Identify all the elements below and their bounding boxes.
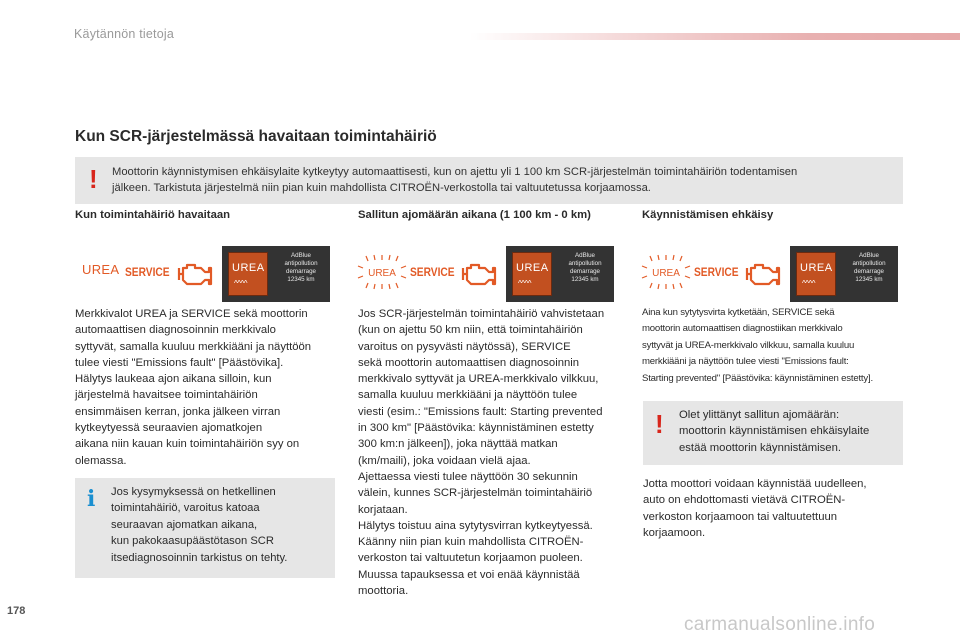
page-number: 178 (7, 605, 26, 617)
engine-check-icon (176, 260, 216, 288)
display-urea-indicator: UREA ^^^^ (512, 252, 552, 296)
display-panel (790, 246, 898, 302)
col1-heading: Kun toimintahäiriö havaitaan (75, 209, 231, 221)
section-title: Kun SCR-järjestelmässä havaitaan toimintahäiriö (75, 128, 437, 145)
urea-flashing-icon (640, 254, 692, 290)
info-box (75, 478, 335, 578)
col3-body-condensed: Aina kun sytytysvirta kytketään, SERVICE sekä moottorin automaattisen diagnostiikan merkkivalo syttyvät ja UREA-merkkivalo vilkkuu, samalla kuuluu merkkiääni ja näyttöön tulee viesti "Emissions fault: Starting prevented" [Päästövika: käynnistäminen estetty]. (642, 307, 873, 384)
col3-heading: Käynnistämisen ehkäisy (642, 209, 774, 221)
service-lamp-icon: SERVICE (125, 265, 170, 279)
warning-text: Moottorin käynnistymisen ehkäisylaite kytkeytyy automaattisesti, kun on ajettu yli 1 100 km SCR-järjestelmän toimintahäiriön todentamisen jälkeen. Tarkistuta järjestelmä niin pian kuin mahdollista CITROËN-verkostolla tai valtuutetussa korjaamossa. (112, 166, 798, 194)
info-text: Jos kysymyksessä on hetkellinen toimintahäiriö, varoitus katoaa seuraavan ajomatkan aikana, kun pakokaasupäästötason SCR itsediagnosoinnin tarkistus on tehty. (111, 486, 288, 564)
header-decor-bar (470, 33, 960, 40)
svg-text:UREA: UREA (652, 268, 680, 279)
info-icon: i (87, 486, 96, 512)
service-lamp-icon: SERVICE (410, 265, 455, 279)
service-lamp-icon: SERVICE (694, 265, 739, 279)
wave-icon: ^^^^ (518, 279, 532, 288)
display-urea-indicator: UREA ^^^^ (796, 252, 836, 296)
display-panel (222, 246, 330, 302)
urea-flashing-icon (356, 254, 408, 290)
warning-box-side (643, 401, 903, 465)
warning-exclamation-icon: ! (655, 409, 664, 439)
warning-text: Olet ylittänyt sallitun ajomäärän: moottorin käynnistämisen ehkäisylaite estää moottorin käynnistämisen. (679, 409, 870, 454)
wave-icon: ^^^^ (802, 279, 816, 288)
chapter-title: Käytännön tietoja (74, 27, 175, 41)
col2-heading: Sallitun ajomäärän aikana (1 100 km - 0 km) (358, 209, 591, 221)
col3-body: Jotta moottori voidaan käynnistää uudelleen, auto on ehdottomasti vietävä CITROËN- verkoston korjaamoon tai valtuutettuun korjaamoon. (643, 478, 867, 539)
wave-icon: ^^^^ (234, 279, 248, 288)
display-message: AdBlue antipollution demarrage 12345 km (568, 252, 602, 283)
warning-exclamation-icon: ! (89, 164, 98, 194)
engine-check-icon (460, 260, 500, 288)
watermark: carmanualsonline.info (684, 614, 876, 635)
display-message: AdBlue antipollution demarrage 12345 km (852, 252, 886, 283)
display-message: AdBlue antipollution demarrage 12345 km (284, 252, 318, 283)
svg-text:UREA: UREA (368, 268, 396, 279)
col2-body: Jos SCR-järjestelmän toimintahäiriö vahvistetaan (kun on ajettu 50 km niin, että toimintahäiriön varoitus on pysyvästi näytössä), SERVICE sekä moottorin automaattisen diagnosoinnin merkkivalo syttyvät ja UREA-merkkivalo vilkkuu, samalla kuuluu merkkiääni ja näyttöön tulee viesti (esim.: "Emissions fault: Starting prevented in 300 km" [Päästövika: käynnistäminen estetty 300 km:n jälkeen]), joka näyttää matkan (km/maili), joka voidaan vielä ajaa. Ajettaessa viesti tulee näyttöön 30 sekunnin välein, kunnes SCR-järjestelmän toimintahäiriö korjataan. Hälytys toistuu aina sytytysvirran kytkeytyessä. Käänny niin pian kuin mahdollista CITROËN- verkoston tai valtuutetun korjaamon puoleen. Muussa tapauksessa et voi enää käynnistää moottoria. (358, 308, 605, 598)
urea-lamp-icon: UREA (82, 262, 120, 277)
warning-box-top (75, 157, 903, 204)
display-urea-indicator: UREA ^^^^ (228, 252, 268, 296)
display-panel (506, 246, 614, 302)
col1-body: Merkkivalot UREA ja SERVICE sekä moottorin automaattisen diagnosoinnin merkkivalo syttyvät, samalla kuuluu merkkiääni ja näyttöön tulee viesti "Emissions fault" [Päästövika]. Hälytys laukeaa ajon aikana silloin, kun järjestelmä havaitsee toimintahäiriön ensimmäisen kerran, jonka jälkeen virran kytkeytyessä seuraavien ajomatkojen aikana niin kauan kuin toimintahäiriön syy on olemassa. (75, 308, 312, 467)
engine-check-icon (744, 260, 784, 288)
